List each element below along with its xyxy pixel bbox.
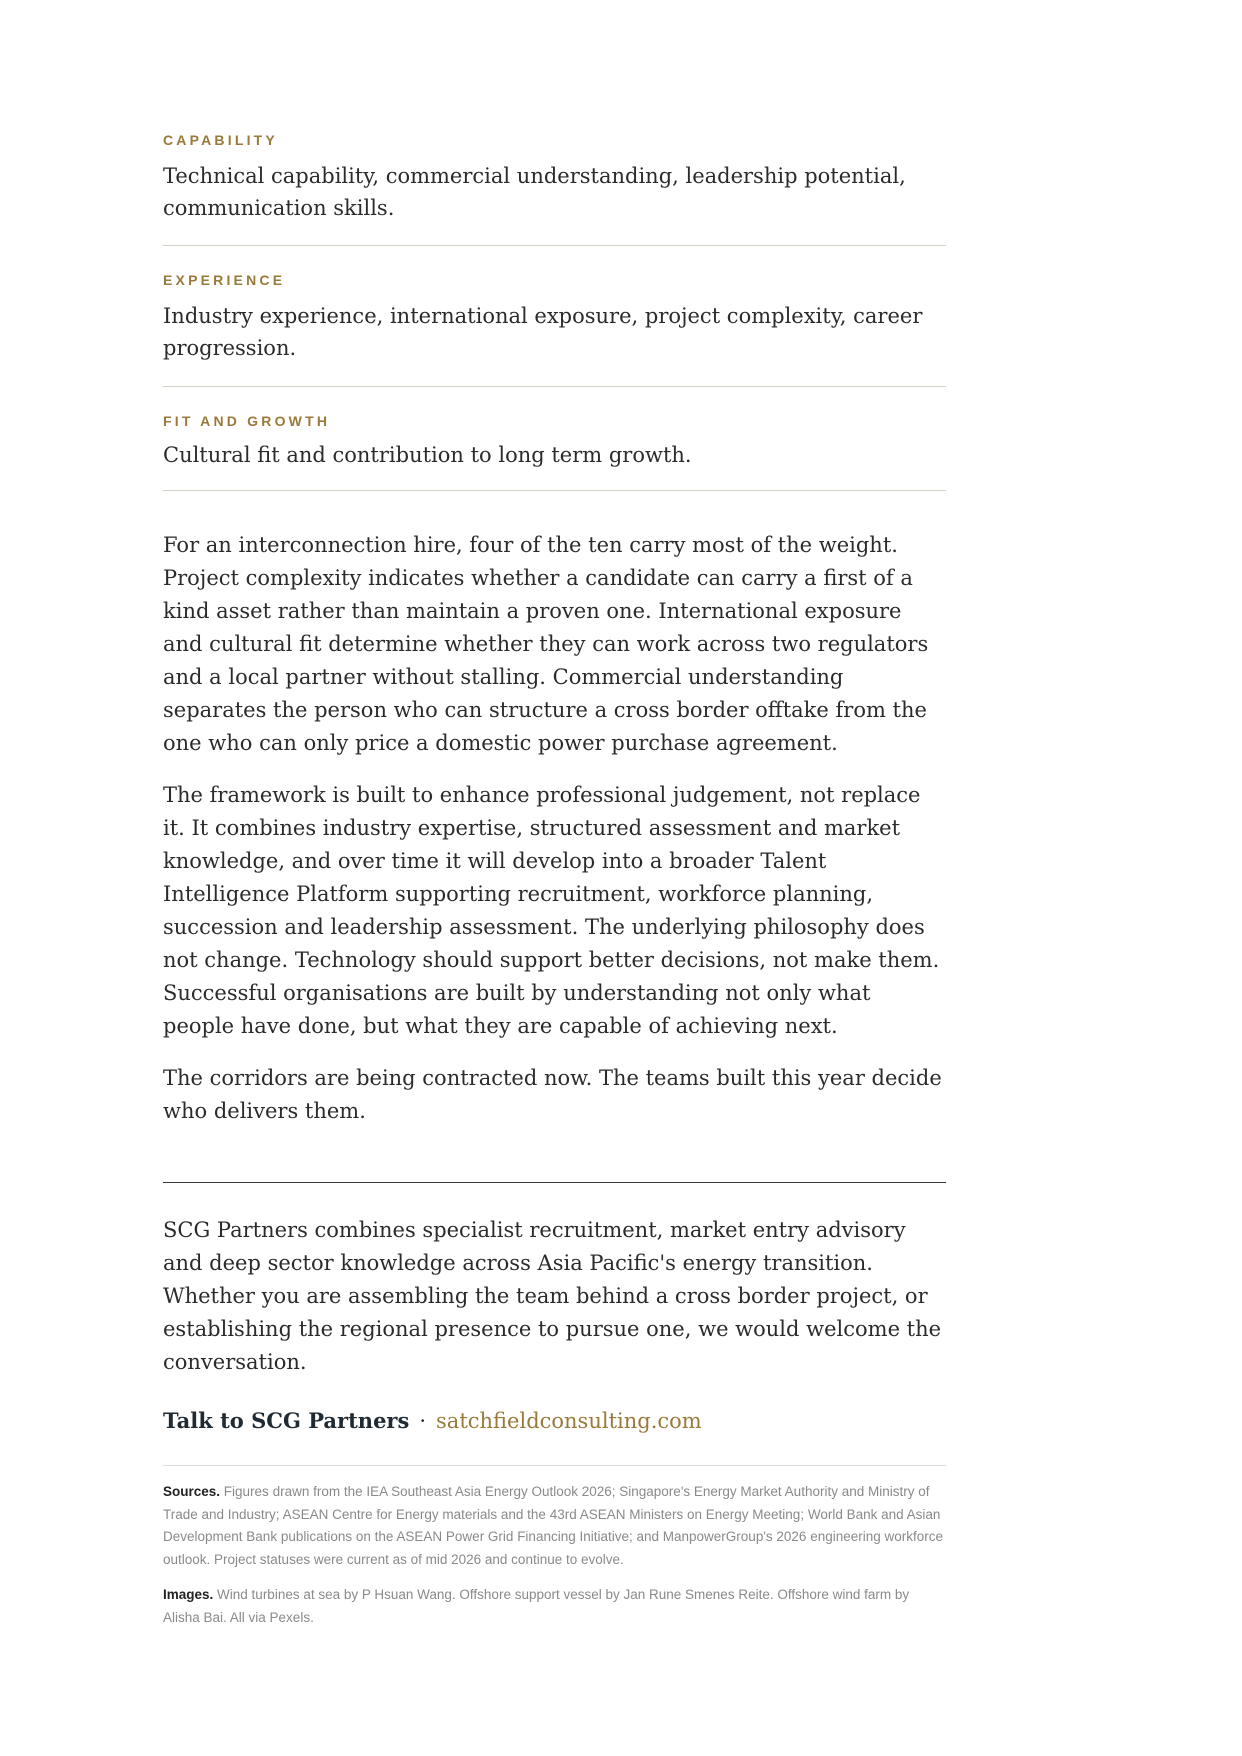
criterion-fit-and-growth	[163, 387, 946, 471]
criterion-label: EXPERIENCE	[163, 272, 286, 288]
body-paragraph: The framework is built to enhance professional judgement, not replace it. It combines industry expertise, structured assessment and market knowledge, and over time it will develop into a broader Talent Intelligence Platform supporting recruitment, workforce planning, succession and leadership assessment. The underlying philosophy does not change. Technology should support better decisions, not make them. Successful organisations are built by understanding not only what people have done, but what they are capable of achieving next.	[163, 783, 940, 1038]
body-paragraph: The corridors are being contracted now. The teams built this year decide who delivers them.	[163, 1066, 942, 1123]
about-paragraph: SCG Partners combines specialist recruitment, market entry advisory and deep sector knowledge across Asia Pacific's energy transition. Whether you are assembling the team behind a cross border project, or establishing the regional presence to pursue one, we would welcome the conversation.	[163, 1218, 942, 1374]
images-note	[163, 1584, 946, 1629]
criterion-experience	[163, 246, 946, 364]
criterion-capability	[163, 0, 946, 224]
document-page	[163, 0, 946, 1629]
criterion-description: Technical capability, commercial understanding, leadership potential, communication skills.	[163, 164, 906, 220]
criterion-description: Cultural fit and contribution to long term growth.	[163, 443, 692, 467]
website-link[interactable]: satchfieldconsulting.com	[436, 1409, 702, 1433]
closing-divider	[163, 1182, 946, 1183]
body-paragraph: For an interconnection hire, four of the ten carry most of the weight. Project complexity indicates whether a candidate can carry a first of a kind asset rather than maintain a proven one. International exposure and cultural fit determine whether they can work across two regulators and a local partner without stalling. Commercial understanding separates the person who can structure a cross border offtake from the one who can only price a domestic power purchase agreement.	[163, 533, 929, 755]
criterion-label: FIT AND GROWTH	[163, 413, 331, 429]
footnote-divider	[163, 1465, 946, 1466]
talk-to-scg-label: Talk to SCG Partners	[163, 1408, 410, 1433]
sources-text: Figures drawn from the IEA Southeast Asia Energy Outlook 2026; Singapore's Energy Market Authority and Ministry of Trade and Industry; ASEAN Centre for Energy materials and the 43rd ASEAN Ministers on Energy Meeting; World Bank and Asian Development Bank publications on the ASEAN Power Grid Financing Initiative; and ManpowerGroup's 2026 engineering workforce outlook. Project statuses were current as of mid 2026 and continue to evolve.	[163, 1484, 944, 1567]
images-label: Images.	[163, 1587, 214, 1602]
sources-note	[163, 1481, 946, 1571]
separator-dot: ·	[419, 1409, 427, 1433]
contact-line	[163, 1406, 946, 1436]
sources-label: Sources.	[163, 1484, 221, 1499]
criterion-description: Industry experience, international exposure, project complexity, career progression.	[163, 304, 923, 360]
section-divider	[163, 490, 946, 491]
criterion-label: CAPABILITY	[163, 132, 278, 148]
images-text: Wind turbines at sea by P Hsuan Wang. Offshore support vessel by Jan Rune Smenes Reite. Offshore wind farm by Alisha Bai. All via Pexels.	[163, 1587, 910, 1625]
